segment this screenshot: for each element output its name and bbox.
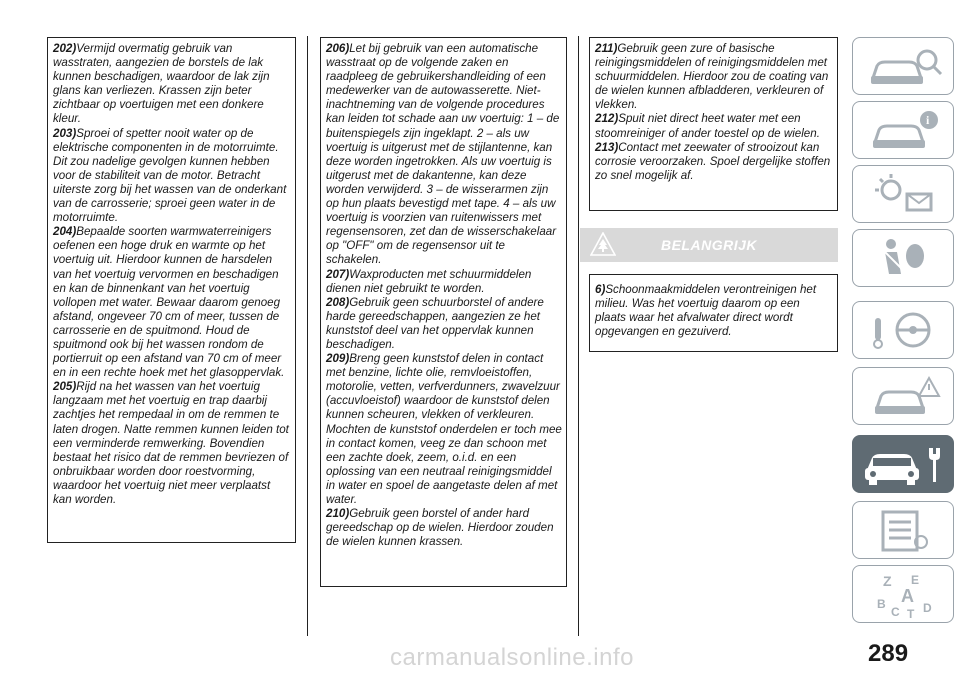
column-divider: [578, 36, 579, 636]
page-number: 289: [868, 640, 909, 667]
alphabetical-index-icon: [853, 566, 953, 622]
svg-text:i: i: [926, 113, 930, 127]
svg-text:D: D: [923, 601, 932, 615]
specifications-list-icon: [853, 502, 953, 558]
warning-note: 208)Gebruik geen schuurborstel of andere harde gereedschappen, aangezien ze het kunststof deel van het oppervlak kunnen beschadigen.: [326, 295, 544, 351]
car-breakdown-icon: [853, 368, 953, 424]
warning-note: 206)Let bij gebruik van een automatische wasstraat op de volgende zaken en raadpleeg de gebruikershandleiding of een medewerker van de autowasserette. Niet-inachtneming van de volgende procedures kan leiden tot schade aan uw voertuig: 1 – de buitenspiegels zijn ingeklapt. 2 – als uw voertuig is uitgerust met de stijlantenne, kan deze worden ingetrokken. Als uw voertuig is uitgerust met de dakantenne, kan deze worden verwijderd. 3 – de wisserarmen zijn op hun plaats bevestigd met tape. 4 – als uw voertuig is voorzien van ruitenwissers met regensensoren, zet dan de wisserschakelaar op "OFF" om de regensensor uit te schakelen.: [326, 42, 560, 267]
warnings-box-col2: [320, 37, 567, 587]
tab-dashboard-lights[interactable]: [852, 165, 954, 223]
warning-note: 205)Rijd na het wassen van het voertuig langzaam met het voertuig en trap daarbij zachtjes het rempedaal in om de remmen te laten drogen. Natte remmen kunnen leiden tot een verminderde remwerking. Bovendien bestaat het risico dat de remmen bevriezen of onbruikbaar worden door roestvorming, waardoor het voertuig niet meer verplaatst kan worden.: [53, 380, 289, 506]
key-steering-wheel-icon: [853, 302, 953, 358]
car-search-icon: [853, 38, 953, 94]
tab-car-maintenance[interactable]: [852, 435, 954, 493]
warnings-box-col1: [47, 37, 296, 543]
car-info-icon: [853, 102, 953, 158]
warnings-box-col3: [589, 37, 838, 211]
watermark: carmanualsonline.info: [390, 644, 634, 671]
important-banner: [580, 228, 838, 262]
car-maintenance-icon: [853, 436, 953, 492]
warning-note: 211)Gebruik geen zure of basische reinigingsmiddelen of reinigingsmiddelen met schuurmiddelen. Hierdoor zou de coating van de wielen kunnen afbladderen, verkleuren of vlekken.: [595, 42, 829, 112]
svg-text:Z: Z: [883, 573, 892, 589]
warning-note: 209)Breng geen kunststof delen in contact met benzine, lichte olie, remvloeistoffen, motorolie, vetten, verfverdunners, zwavelzuur (accuvloeistof) waardoor de kunststof delen kunnen scheuren, vlekken of verkleuren. Mochten de kunststof onderdelen er toch mee in contact komen, veeg ze dan schoon met een zachte doek, zeem, o.i.d. en een oplossing van een neutraal reinigingsmiddel in water en spoel de aangetaste delen af met water.: [326, 352, 562, 506]
important-title: BELANGRIJK: [660, 237, 757, 253]
airbag-safety-icon: [853, 230, 953, 286]
warning-note: 210)Gebruik geen borstel of ander hard gereedschap op de wielen. Hierdoor zouden de wielen kunnen krassen.: [326, 507, 554, 549]
tab-car-info[interactable]: [852, 101, 954, 159]
dashboard-lights-icon: [853, 166, 953, 222]
column-divider: [307, 36, 308, 636]
warning-note: 207)Waxproducten met schuurmiddelen dienen niet gebruikt te worden.: [326, 267, 532, 295]
warning-note: 204)Bepaalde soorten warmwaterreinigers oefenen een hoge druk en warmte op het voertuig uit. Hierdoor kunnen de harsdelen van het voertuig vervormen en beschadigen en kan de binnenkant van het voertuig vollopen met water. Bewaar daarom genoeg afstand, ongeveer 70 cm of meer, tussen de carrosserie en de spuitmond. Houd de spuitmond ook bij het wassen rondom de portierruit op een afstand van 70 cm of meer en in een rechte hoek met het glasoppervlak.: [53, 225, 285, 380]
tab-car-search[interactable]: [852, 37, 954, 95]
tab-specifications[interactable]: [852, 501, 954, 559]
tab-airbag-safety[interactable]: [852, 229, 954, 287]
warning-note: 202)Vermijd overmatig gebruik van wasstraten, aangezien de borstels de lak kunnen beschadigen, waardoor de lak zijn glans kan verliezen. Krassen zijn beter zichtbaar op voertuigen met een donkere kleur.: [53, 42, 270, 126]
svg-text:C: C: [891, 605, 900, 619]
tab-alphabetical-index[interactable]: [852, 565, 954, 623]
svg-text:A: A: [901, 586, 914, 606]
warning-note: 213)Contact met zeewater of strooizout kan corrosie veroorzaken. Spoel dergelijke stoffen zo snel mogelijk af.: [595, 140, 831, 182]
tab-car-breakdown[interactable]: [852, 367, 954, 425]
tab-key-steering[interactable]: [852, 301, 954, 359]
svg-text:E: E: [911, 573, 920, 587]
warning-note: 212)Spuit niet direct heet water met een stoomreiniger of ander toestel op de wielen.: [595, 112, 820, 140]
svg-text:T: T: [907, 607, 915, 621]
important-note: 6)Schoonmaakmiddelen verontreinigen het milieu. Was het voertuig daarom op een plaats waar het afvalwater direct wordt opgevangen en gezuiverd.: [595, 283, 817, 339]
warning-note: 203)Sproei of spetter nooit water op de elektrische componenten in de motorruimte. Dit zou nadelige gevolgen kunnen hebben voor de stabiliteit van de motor. Betracht uiterste zorg bij het wassen van de onderkant van de carrosserie; sproei geen water in de motorruimte.: [53, 126, 287, 225]
svg-text:B: B: [877, 597, 886, 611]
important-box: [589, 274, 838, 352]
